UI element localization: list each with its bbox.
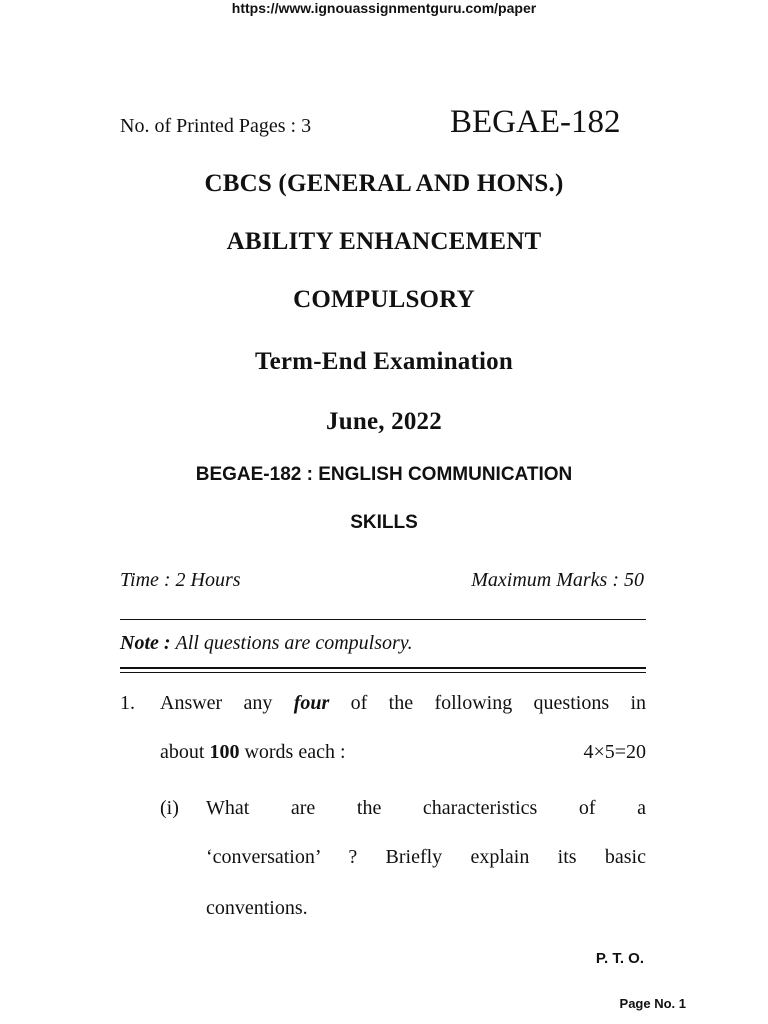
question-line2: about 100 words each :: [160, 741, 346, 763]
heading-ability: ABILITY ENHANCEMENT: [226, 228, 542, 255]
question-line1: Answer any four of the following questions in: [160, 692, 646, 714]
page-number: Page No. 1: [619, 996, 686, 1011]
sub-question-line3: conventions.: [206, 897, 308, 919]
note-label: Note :: [120, 632, 171, 654]
paper-code: BEGAE-182: [450, 104, 621, 140]
sub-question-line1: What are the characteristics of a: [206, 797, 646, 819]
pto-label: P. T. O.: [595, 950, 644, 967]
max-marks-label: Maximum Marks : 50: [471, 569, 644, 591]
note-text: All questions are compulsory.: [175, 632, 413, 654]
sub-question-line2: ‘conversation’ ? Briefly explain its basic: [206, 846, 646, 868]
double-divider-bottom: [120, 672, 646, 673]
subject-line2: SKILLS: [350, 512, 418, 533]
heading-cbcs: CBCS (GENERAL AND HONS.): [204, 170, 564, 197]
divider-line: [120, 619, 646, 620]
sub-question-number: (i): [160, 797, 179, 819]
question-marks: 4×5=20: [583, 741, 646, 763]
subject-line1: BEGAE-182 : ENGLISH COMMUNICATION: [195, 464, 573, 485]
heading-compulsory: COMPULSORY: [293, 286, 475, 313]
header-url: https://www.ignouassignmentguru.com/paper: [231, 0, 537, 16]
question-number: 1.: [120, 692, 135, 714]
time-label: Time : 2 Hours: [120, 569, 241, 591]
double-divider-top: [120, 667, 646, 669]
heading-date: June, 2022: [326, 408, 442, 435]
printed-pages: No. of Printed Pages : 3: [120, 115, 312, 137]
heading-exam: Term-End Examination: [255, 348, 513, 375]
note: [120, 632, 413, 655]
